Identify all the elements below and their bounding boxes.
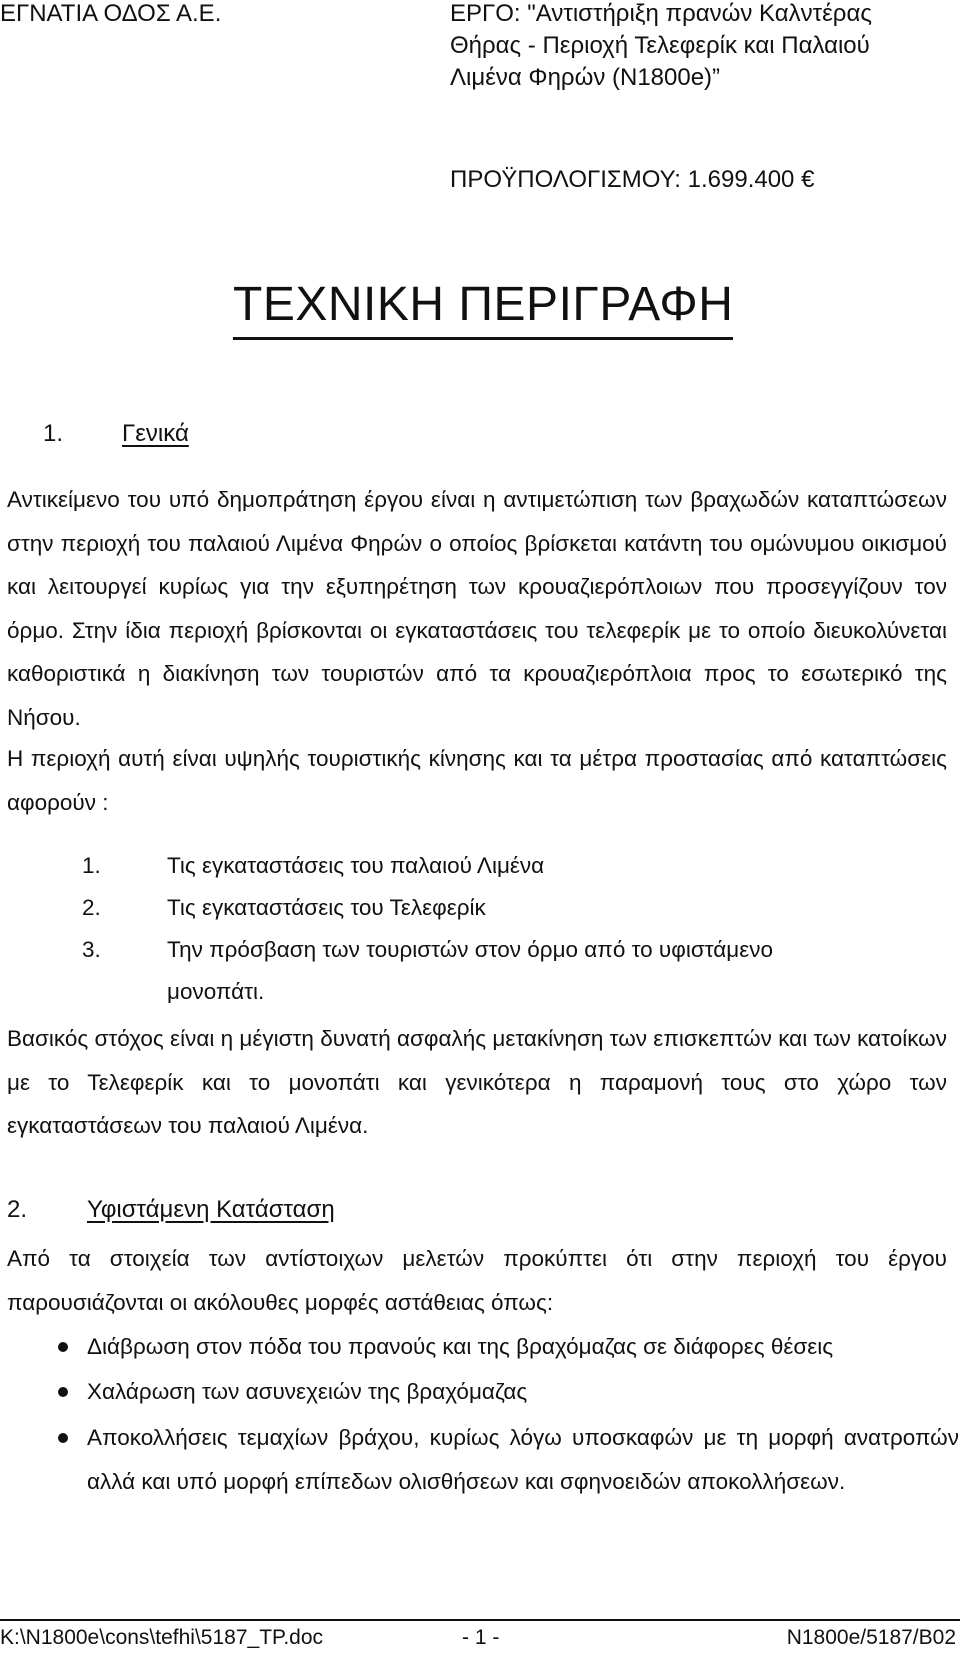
list-item-text: Διάβρωση στον πόδα του πρανούς και της βραχόμαζας σε διάφορες θέσεις (87, 1334, 834, 1359)
document-title: ΤΕΧΝΙΚΗ ΠΕΡΙΓΡΑΦΗ (233, 275, 733, 340)
bullet-icon (58, 1433, 68, 1443)
footer-divider (0, 1619, 960, 1621)
footer-page-number: - 1 - (462, 1626, 500, 1649)
project-title-line-2: Θήρας - Περιοχή Τελεφερίκ και Παλαιού (450, 32, 870, 59)
list-item-number: 1. (82, 853, 101, 878)
list-item-text: Αποκολλήσεις τεμαχίων βράχου, κυρίως λόγω υποσκαφών με τη μορφή ανατροπών αλλά και υπό μορφή επίπεδων ολισθήσεων και σφηνοειδών αποκολλήσεων. (87, 1425, 959, 1494)
footer-file-path: K:\N1800e\cons\tefhi\5187_TP.doc (0, 1626, 324, 1649)
budget-line: ΠΡΟΫΠΟΛΟΓΙΣΜΟΥ: 1.699.400 € (450, 166, 815, 193)
numbered-list (0, 845, 960, 1015)
list-item-text: Την πρόσβαση των τουριστών στον όρμο από το υφιστάμενο μονοπάτι. (167, 937, 774, 1004)
section-2-paragraph-1: Από τα στοιχεία των αντίστοιχων μελετών προκύπτει ότι στην περιοχή του έργου παρουσιάζονται οι ακόλουθες μορφές αστάθειας όπως: (7, 1246, 947, 1315)
list-item-text: Χαλάρωση των ασυνεχειών της βραχόμαζας (87, 1379, 528, 1404)
footer-document-code: N1800e/5187/B02 (786, 1626, 956, 1649)
section-1-number: 1. (43, 420, 64, 447)
list-item-number: 3. (82, 937, 101, 962)
list-item-text: Τις εγκαταστάσεις του Τελεφερίκ (167, 895, 486, 920)
section-1-paragraph-1: Αντικείμενο του υπό δημοπράτηση έργου είναι η αντιμετώπιση των βραχωδών καταπτώσεων στην περιοχή του παλαιού Λιμένα Φηρών ο οποίος βρίσκεται κατάντη του ομώνυμου οικισμού και λειτουργεί κυρίως για την εξυπηρέτηση των κρουαζιερόπλοιων που προσεγγίζουν τον όρμο. Στην ίδια περιοχή βρίσκονται οι εγκαταστάσεις του τελεφερίκ με το οποίο διευκολύνεται καθοριστικά η διακίνηση των τουριστών από τα κρουαζιερόπλοια προς το εσωτερικό της Νήσου. (7, 487, 947, 730)
section-2-number: 2. (7, 1196, 28, 1223)
bullet-icon (58, 1342, 68, 1352)
bullet-list (0, 1325, 960, 1565)
project-title (450, 0, 950, 94)
list-item-text: Τις εγκαταστάσεις του παλαιού Λιμένα (167, 853, 545, 878)
list-item-number: 2. (82, 895, 101, 920)
section-1-paragraph-2: Η περιοχή αυτή είναι υψηλής τουριστικής κίνησης και τα μέτρα προστασίας από καταπτώσεις αφορούν : (7, 746, 947, 815)
section-2-heading: Υφιστάμενη Κατάσταση (87, 1196, 335, 1223)
section-1-heading: Γενικά (122, 420, 189, 447)
project-title-line-3: Λιμένα Φηρών (Ν1800e)” (450, 64, 721, 91)
bullet-icon (58, 1387, 68, 1397)
section-1-paragraph-3: Βασικός στόχος είναι η μέγιστη δυνατή ασφαλής μετακίνηση των επισκεπτών και των κατοίκων με το Τελεφερίκ και το μονοπάτι και γενικότερα η παραμονή τους στο χώρο των εγκαταστάσεων του παλαιού Λιμένα. (7, 1026, 947, 1138)
project-title-line-1: ΕΡΓΟ: "Αντιστήριξη πρανών Καλντέρας (450, 0, 872, 27)
company-name: ΕΓΝΑΤΙΑ ΟΔΟΣ Α.Ε. (0, 0, 222, 27)
